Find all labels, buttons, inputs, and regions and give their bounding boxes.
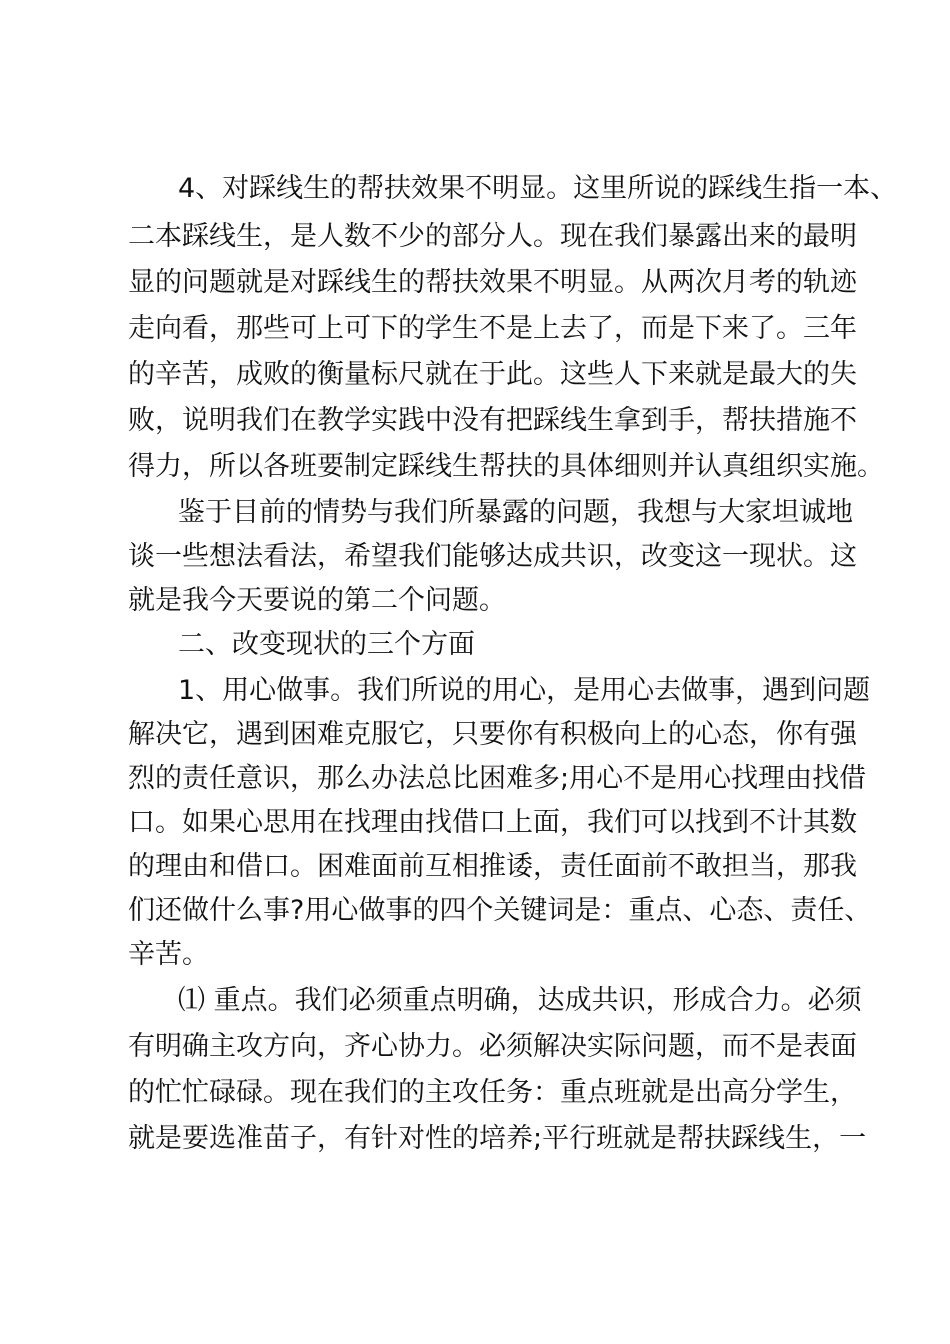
paragraph-1-line-2: 二本踩线生，是人数不少的部分人。现在我们暴露出来的最明	[128, 221, 857, 252]
paragraph-3-line-7: 辛苦。	[128, 939, 209, 970]
paragraph-2-line-1: 鉴于目前的情势与我们所暴露的问题，我想与大家坦诚地	[178, 497, 853, 528]
paragraph-1-line-3: 显的问题就是对踩线生的帮扶效果不明显。从两次月考的轨迹	[128, 267, 857, 298]
paragraph-3-line-5: 的理由和借口。困难面前互相推诿，责任面前不敢担当，那我	[128, 851, 857, 882]
paragraph-4-line-2: 有明确主攻方向，齐心协力。必须解决实际问题，而不是表面	[128, 1031, 857, 1062]
paragraph-4-line-1: ⑴ 重点。我们必须重点明确，达成共识，形成合力。必须	[178, 985, 862, 1016]
paragraph-3-line-2: 解决它，遇到困难克服它，只要你有积极向上的心态，你有强	[128, 719, 857, 750]
paragraph-2-line-3: 就是我今天要说的第二个问题。	[128, 585, 506, 616]
paragraph-3-line-1: 1、用心做事。我们所说的用心，是用心去做事，遇到问题	[178, 675, 871, 706]
paragraph-1-line-1: 4、对踩线生的帮扶效果不明显。这里所说的踩线生指一本、	[178, 173, 898, 204]
paragraph-2-line-2: 谈一些想法看法，希望我们能够达成共识，改变这一现状。这	[128, 541, 857, 572]
paragraph-3-line-3: 烈的责任意识，那么办法总比困难多;用心不是用心找理由找借	[128, 763, 867, 794]
paragraph-1-line-6: 败，说明我们在教学实践中没有把踩线生拿到手，帮扶措施不	[128, 405, 857, 436]
paragraph-4-line-3: 的忙忙碌碌。现在我们的主攻任务：重点班就是出高分学生，	[128, 1077, 857, 1108]
section-heading: 二、改变现状的三个方面	[178, 629, 475, 660]
paragraph-1-line-5: 的辛苦，成败的衡量标尺就在于此。这些人下来就是最大的失	[128, 359, 857, 390]
paragraph-3-line-6: 们还做什么事?用心做事的四个关键词是：重点、心态、责任、	[128, 895, 872, 926]
paragraph-1-line-7: 得力，所以各班要制定踩线生帮扶的具体细则并认真组织实施。	[128, 451, 884, 482]
paragraph-4-line-4: 就是要选准苗子，有针对性的培养;平行班就是帮扶踩线生，一	[128, 1123, 867, 1154]
paragraph-1-line-4: 走向看，那些可上可下的学生不是上去了，而是下来了。三年	[128, 313, 857, 344]
paragraph-3-line-4: 口。如果心思用在找理由找借口上面，我们可以找到不计其数	[128, 807, 857, 838]
